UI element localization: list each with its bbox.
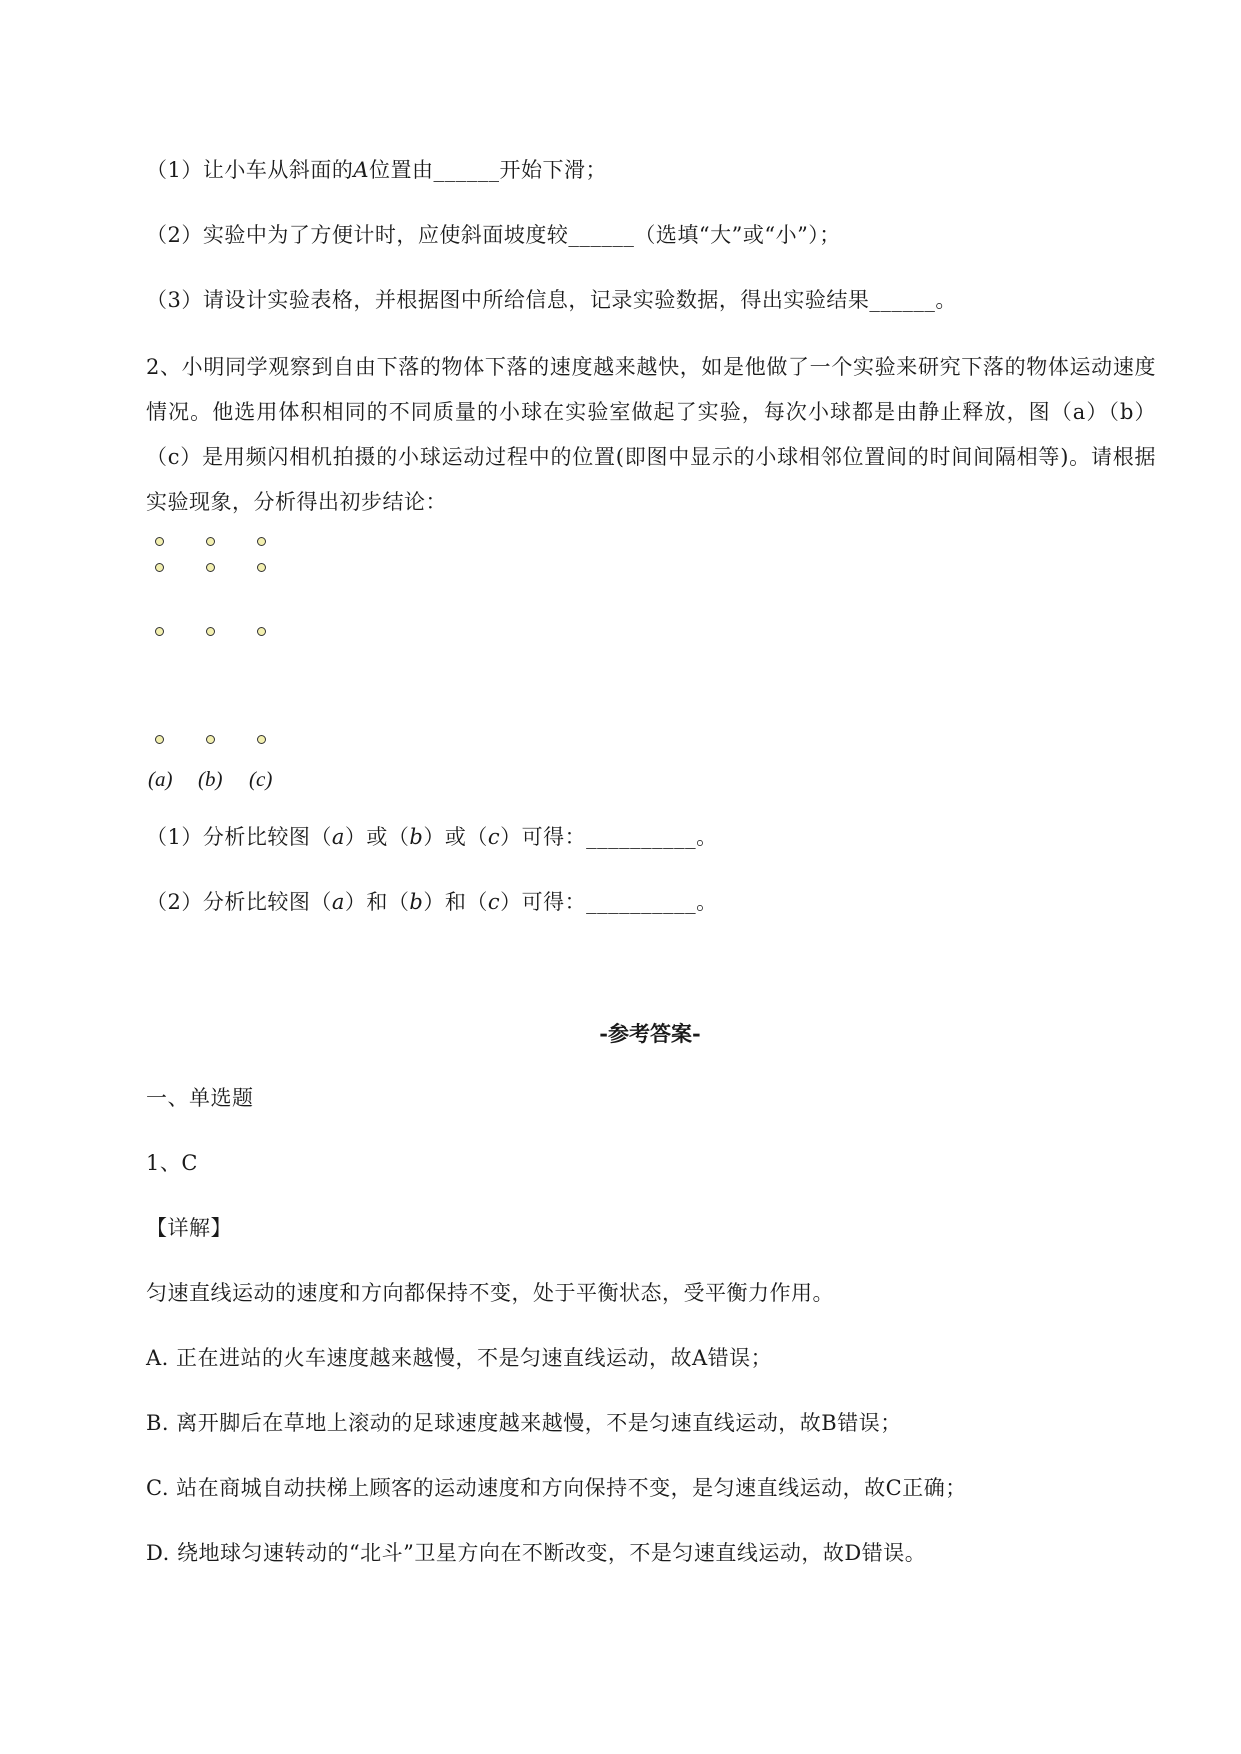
ball-a-3 — [155, 627, 164, 636]
section-heading: 一、单选题 — [146, 1086, 254, 1110]
q2-sub1: （1）分析比较图（a）或（b）或（c）可得：__________。 — [146, 825, 718, 849]
ball-b-4 — [206, 735, 215, 744]
option-a: A. 正在进站的火车速度越来越慢，不是匀速直线运动，故A错误； — [146, 1346, 773, 1370]
option-d: D. 绕地球匀速转动的“北斗”卫星方向在不断改变，不是匀速直线运动，故D错误。 — [146, 1541, 927, 1565]
detail-intro: 匀速直线运动的速度和方向都保持不变，处于平衡状态，受平衡力作用。 — [146, 1281, 834, 1305]
q1-sub1 — [146, 155, 607, 185]
ball-a-4 — [155, 735, 164, 744]
q1-sub1-var: A — [353, 158, 370, 182]
q1-sub1-post: 位置由______开始下滑； — [369, 158, 608, 182]
ball-a-1 — [155, 537, 164, 546]
ball-b-1 — [206, 537, 215, 546]
q2-text: 2、小明同学观察到自由下落的物体下落的速度越来越快，如是他做了一个实验来研究下落的物体运动速度情况。他选用体积相同的不同质量的小球在实验室做起了实验，每次小球都是由静止释放，图（a）（b）（c）是用频闪相机拍摄的小球运动过程中的位置(即图中显示的小球相邻位置间的时间间隔相等)。请根据实验现象，分析得出初步结论： — [146, 355, 1156, 514]
ball-c-4 — [257, 735, 266, 744]
q1-sub2: （2）实验中为了方便计时，应使斜面坡度较______（选填“大”或“小”）； — [146, 223, 841, 247]
ball-c-1 — [257, 537, 266, 546]
caption-a: (a) — [148, 767, 173, 791]
ball-b-2 — [206, 563, 215, 572]
option-b: B. 离开脚后在草地上滚动的足球速度越来越慢，不是匀速直线运动，故B错误； — [146, 1411, 902, 1435]
q2-sub2: （2）分析比较图（a）和（b）和（c）可得：__________。 — [146, 890, 718, 914]
ball-a-2 — [155, 563, 164, 572]
detail-label: 【详解】 — [146, 1216, 232, 1240]
caption-c: (c) — [249, 767, 273, 791]
ball-c-3 — [257, 627, 266, 636]
q1-sub1-pre: （1）让小车从斜面的 — [146, 158, 354, 182]
option-c: C. 站在商城自动扶梯上顾客的运动速度和方向保持不变，是匀速直线运动，故C正确； — [146, 1476, 967, 1500]
q1-sub3: （3）请设计实验表格，并根据图中所给信息，记录实验数据，得出实验结果______。 — [146, 288, 957, 312]
answer-item: 1、C — [146, 1151, 198, 1175]
ball-c-2 — [257, 563, 266, 572]
answers-title: -参考答案- — [599, 1021, 701, 1046]
caption-b: (b) — [198, 767, 223, 791]
ball-b-3 — [206, 627, 215, 636]
